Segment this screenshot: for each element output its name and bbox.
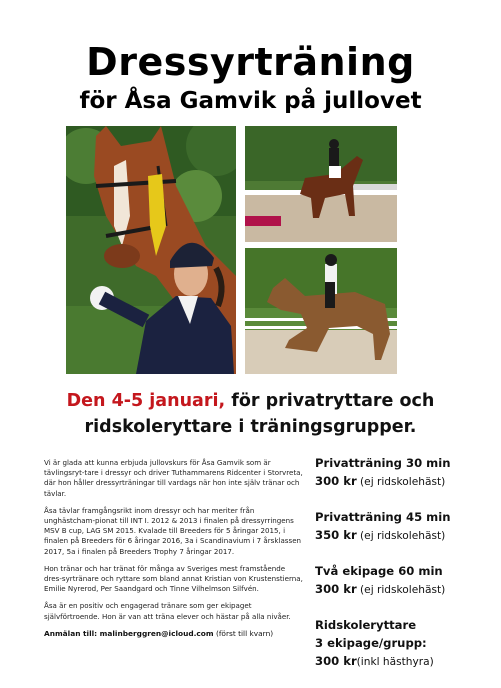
- price-value: [315, 526, 485, 545]
- price-amount: 300 kr: [315, 582, 357, 596]
- rider-portrait-photo: [66, 126, 236, 374]
- description-text: [44, 458, 304, 646]
- dressage-arena-photo-2: [245, 248, 397, 374]
- event-date-rest: för privatryttare och: [225, 391, 435, 411]
- price-note: (ej ridskolehäst): [356, 584, 446, 596]
- group-price-value: [315, 652, 485, 671]
- event-date-line-2: ridskoleryttare i träningsgrupper.: [84, 417, 417, 437]
- page-title: Dressyrträning: [86, 40, 415, 84]
- paragraph-trainers: Hon tränar och har tränat för många av Sveriges mest framstående dres-syrtränare och ryttare som bland annat Kristian von Krustenstierna, Emilie Nyrerod, Per Saandgard och Tinne Vilhelmson Silfvén.: [44, 563, 303, 594]
- price-item: [315, 454, 485, 491]
- paragraph-merits: Åsa tävlar framgångsrikt inom dressyr och har meriter från unghästcham-pionat till INT I. 2012 & 2013 i finalen på dressyrringens MSV B cup, LAG SM 2015. Kvalade till Breeders för 5 åringar 2015, i finalen på Breeders för 6 åringar 2016, 3a i Scandinavium i 7 årsklassen 2017, 5a i finalen på Breeders Trophy 7 åringar 2017.: [44, 505, 302, 556]
- price-value: [315, 580, 485, 599]
- paragraph-intro: Vi är glada att kunna erbjuda jullovskurs för Åsa Gamvik som är tävlingsryt-tare i dressyr och driver Tuthammarens Ridcenter i Storvreta, där hon håller dressyrträningar till vardags när hon inte själv tränar och tävlar.: [44, 458, 303, 498]
- contact-email[interactable]: Anmälan till: malinberggren@icloud.com: [44, 628, 214, 638]
- dressage-arena-photo-1: [245, 126, 397, 242]
- group-price-amount: 300 kr: [315, 654, 357, 668]
- group-price-note: (inkl hästhyra): [356, 656, 434, 668]
- price-value: [315, 472, 485, 491]
- price-note: (ej ridskolehäst): [356, 476, 446, 488]
- price-amount: 350 kr: [315, 528, 357, 542]
- contact-line: [44, 629, 304, 639]
- contact-note: (först till kvarn): [213, 628, 274, 638]
- price-amount: 300 kr: [315, 474, 357, 488]
- paragraph-personality: Åsa är en positiv och engagerad tränare som ger ekipaget självförtroende. Hon är van att träna elever och hästar på alla nivåer.: [44, 601, 291, 621]
- event-date-line-1: [0, 388, 501, 414]
- price-title: Privatträning 45 min: [315, 510, 451, 524]
- price-title: Privatträning 30 min: [315, 456, 451, 470]
- group-price-title-1: Ridskoleryttare: [315, 618, 417, 632]
- price-list: [315, 454, 485, 688]
- group-price-title-2: 3 ekipage/grupp:: [315, 636, 427, 650]
- group-price-item: [315, 616, 485, 671]
- page-subtitle: för Åsa Gamvik på jullovet: [79, 88, 422, 114]
- event-date: Den 4-5 januari,: [66, 391, 226, 411]
- price-item: [315, 508, 485, 545]
- price-item: [315, 562, 485, 599]
- price-title: Två ekipage 60 min: [315, 564, 443, 578]
- price-note: (ej ridskolehäst): [356, 530, 446, 542]
